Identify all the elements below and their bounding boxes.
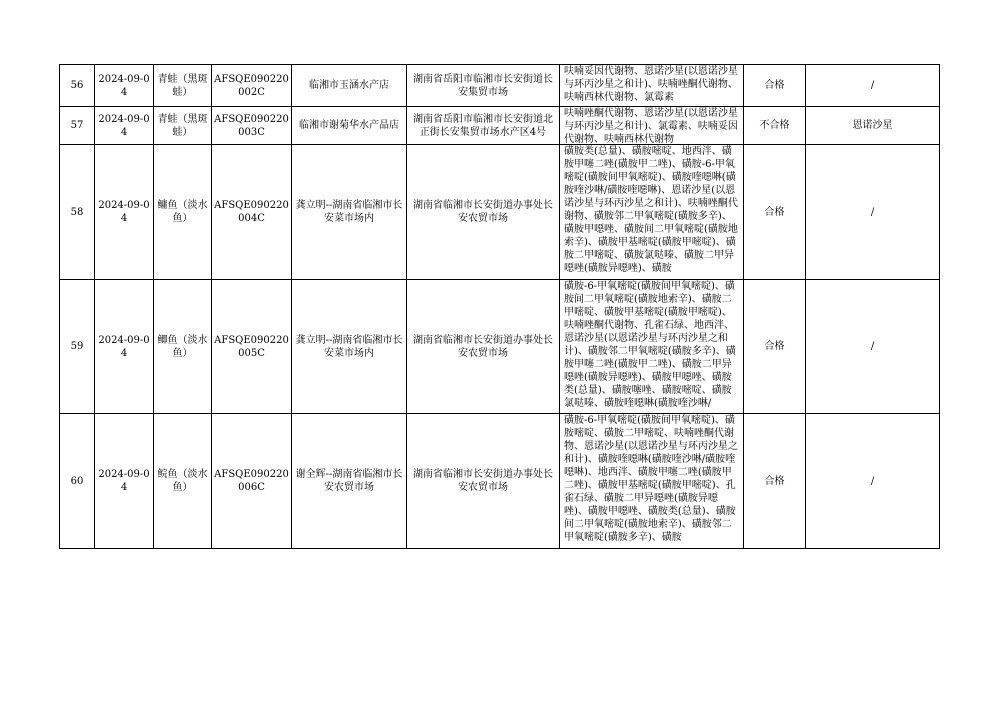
product-name: 鲫鱼（淡水鱼） xyxy=(154,280,212,414)
sampling-date: 2024-09-04 xyxy=(95,280,154,414)
sampling-date: 2024-09-04 xyxy=(95,107,154,145)
sample-id: AFSQE090220005C xyxy=(212,280,292,414)
inspection-results-table xyxy=(59,64,940,549)
vendor-name: 龚立明--湖南省临湘市长安菜市场内 xyxy=(292,280,407,414)
product-name: 鳙鱼（淡水鱼） xyxy=(154,145,212,280)
row-number: 58 xyxy=(60,145,95,280)
test-items-text: 呋喃妥因代谢物、恩诺沙星(以恩诺沙星与环丙沙星之和计)、呋喃唑酮代谢物、呋喃西林代谢物、氯霉素 xyxy=(564,66,738,103)
test-items-text: 磺胺-6-甲氧嘧啶(磺胺间甲氧嘧啶)、磺胺间二甲氧嘧啶(磺胺地索辛)、磺胺二甲嘧啶、磺胺甲基嘧啶(磺胺甲嘧啶)、呋喃唑酮代谢物、孔雀石绿、地西泮、恩诺沙星(以恩诺沙星与环丙沙星之和计)、磺胺邻二甲氧嘧啶(磺胺多辛)、磺胺甲噻二唑(磺胺甲二唑)、磺胺二甲异噁唑(磺胺异噁唑)、磺胺甲噁唑、磺胺类(总量)、磺胺噻唑、磺胺嘧啶、磺胺氯哒嗪、磺胺喹噁啉(磺胺喹沙啉/ xyxy=(564,281,736,409)
unqualified-item: / xyxy=(806,414,940,549)
sampling-date: 2024-09-04 xyxy=(95,145,154,280)
sampling-date: 2024-09-04 xyxy=(95,65,154,107)
sample-id: AFSQE090220006C xyxy=(212,414,292,549)
sample-id: AFSQE090220004C xyxy=(212,145,292,280)
unqualified-item: 恩诺沙星 xyxy=(806,107,940,145)
vendor-address: 湖南省岳阳市临湘市长安街道北正街长安集贸市场水产区4号 xyxy=(407,107,560,145)
table-row xyxy=(60,145,940,280)
test-items xyxy=(560,280,744,414)
row-number: 57 xyxy=(60,107,95,145)
vendor-name: 龚立明--湖南省临湘市长安菜市场内 xyxy=(292,145,407,280)
unqualified-item: / xyxy=(806,65,940,107)
vendor-name: 临湘市玉涵水产店 xyxy=(292,65,407,107)
test-items xyxy=(560,414,744,549)
unqualified-item: / xyxy=(806,145,940,280)
test-items-text: 呋喃唑酮代谢物、恩诺沙星(以恩诺沙星与环丙沙星之和计)、氯霉素、呋喃妥因代谢物、呋喃西林代谢物 xyxy=(564,108,738,144)
unqualified-item: / xyxy=(806,280,940,414)
vendor-address: 湖南省岳阳市临湘市长安街道长安集贸市场 xyxy=(407,65,560,107)
product-name: 青蛙（黑斑蛙） xyxy=(154,65,212,107)
row-number: 59 xyxy=(60,280,95,414)
sampling-date: 2024-09-04 xyxy=(95,414,154,549)
test-result: 合格 xyxy=(744,65,806,107)
table-row xyxy=(60,65,940,107)
vendor-name: 临湘市谢菊华水产品店 xyxy=(292,107,407,145)
product-name: 青蛙（黑斑蛙） xyxy=(154,107,212,145)
vendor-address: 湖南省临湘市长安街道办事处长安农贸市场 xyxy=(407,145,560,280)
test-items xyxy=(560,145,744,280)
sample-id: AFSQE090220002C xyxy=(212,65,292,107)
test-items-text: 磺胺类(总量)、磺胺嘧啶、地西泮、磺胺甲噻二唑(磺胺甲二唑)、磺胺-6-甲氧嘧啶(磺胺间甲氧嘧啶)、磺胺喹噁啉(磺胺喹沙啉/磺胺喹噁啉)、恩诺沙星(以恩诺沙星与环丙沙星之和计)、呋喃唑酮代谢物、磺胺邻二甲氧嘧啶(磺胺多辛)、磺胺甲噁唑、磺胺间二甲氧嘧啶(磺胺地索辛)、磺胺甲基嘧啶(磺胺甲嘧啶)、磺胺二甲嘧啶、磺胺氯哒嗪、磺胺二甲异噁唑(磺胺异噁唑)、磺胺 xyxy=(564,146,738,274)
table-row xyxy=(60,414,940,549)
table-row xyxy=(60,107,940,145)
test-items xyxy=(560,65,744,107)
row-number: 56 xyxy=(60,65,95,107)
table-row xyxy=(60,280,940,414)
vendor-name: 谢全辉--湖南省临湘市长安农贸市场 xyxy=(292,414,407,549)
vendor-address: 湖南省临湘市长安街道办事处长安农贸市场 xyxy=(407,414,560,549)
test-result: 不合格 xyxy=(744,107,806,145)
test-result: 合格 xyxy=(744,414,806,549)
vendor-address: 湖南省临湘市长安街道办事处长安农贸市场 xyxy=(407,280,560,414)
test-result: 合格 xyxy=(744,280,806,414)
row-number: 60 xyxy=(60,414,95,549)
test-items-text: 磺胺-6-甲氧嘧啶(磺胺间甲氧嘧啶)、磺胺嘧啶、磺胺二甲嘧啶、呋喃唑酮代谢物、恩诺沙星(以恩诺沙星与环丙沙星之和计)、磺胺喹噁啉(磺胺喹沙啉/磺胺喹噁啉)、地西泮、磺胺甲噻二唑(磺胺甲二唑)、磺胺甲基嘧啶(磺胺甲嘧啶)、孔雀石绿、磺胺二甲异噁唑(磺胺异噁唑)、磺胺甲噁唑、磺胺类(总量)、磺胺间二甲氧嘧啶(磺胺地索辛)、磺胺邻二甲氧嘧啶(磺胺多辛)、磺胺 xyxy=(564,415,738,543)
product-name: 鲩鱼（淡水鱼） xyxy=(154,414,212,549)
test-result: 合格 xyxy=(744,145,806,280)
sample-id: AFSQE090220003C xyxy=(212,107,292,145)
test-items xyxy=(560,107,744,145)
